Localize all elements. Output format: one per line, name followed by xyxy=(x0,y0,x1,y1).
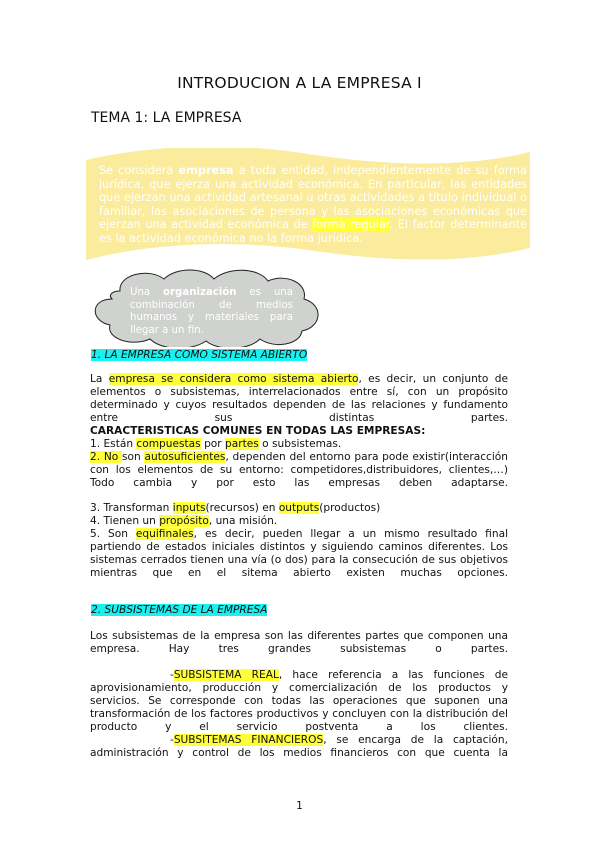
item1-text: 1. Están xyxy=(90,438,137,450)
item3-text-b: (recursos) en xyxy=(205,502,279,514)
item5-text-b: , es decir, pueden llegar a un mismo resultado final partiendo de estados iniciales distintos y siguiendo caminos diferentes. Los sistemas cerrados tienen una vía (o dos) para la consecución de sus objetivos mientras que en el sitema abierto existen muchas opciones. xyxy=(90,528,509,579)
item3-highlight-a: inputs xyxy=(172,502,206,514)
item4-text-b: , una misión. xyxy=(208,515,278,527)
banner-text-pre: Se considera xyxy=(99,164,179,177)
item4-highlight: propósito xyxy=(159,515,209,527)
fin-dash: - xyxy=(170,734,174,746)
item1-text-c: o subsistemas. xyxy=(258,438,342,450)
section-1-heading: 1. LA EMPRESA COMO SISTEMA ABIERTO xyxy=(91,349,308,361)
topic-heading: TEMA 1: LA EMPRESA xyxy=(91,110,242,126)
item1-text-b: por xyxy=(200,438,225,450)
item3-text-c: (productos) xyxy=(319,502,381,514)
definition-banner xyxy=(99,164,527,245)
section-2-intro: Los subsistemas de la empresa son las diferentes partes que componen una empresa. Hay tres grandes subsistemas o partes. xyxy=(90,630,508,655)
para-highlight: empresa se considera como sistema abierto xyxy=(108,373,359,385)
item1-highlight-a: compuestas xyxy=(136,438,201,450)
characteristics-heading: CARACTERISTICAS COMUNES EN TODAS LAS EMPRESAS: xyxy=(90,425,426,437)
item5-highlight: equifinales xyxy=(135,528,194,540)
characteristic-item-3 xyxy=(90,502,508,515)
cloud-keyword: organización xyxy=(163,287,237,298)
item2-highlight-b: autosuficientes xyxy=(144,451,226,463)
item3-text: 3. Transforman xyxy=(90,502,173,514)
para-pre: La xyxy=(90,373,109,385)
subsystem-financial-paragraph xyxy=(90,734,508,773)
item4-text: 4. Tienen un xyxy=(90,515,160,527)
item2-text: son xyxy=(122,451,145,463)
characteristic-item-5 xyxy=(90,528,508,593)
fin-highlight: SUBSITEMAS FINANCIEROS xyxy=(173,734,324,746)
item2-highlight-a: 2. No xyxy=(90,451,123,463)
document-title: INTRODUCION A LA EMPRESA I xyxy=(177,74,422,92)
banner-keyword: empresa xyxy=(178,164,234,177)
para-post: , es decir, un conjunto de elementos o subsistemas, interrelacionados entre sí, con un propósito determinado y cuyos resultados dependen de las relaciones y fundamento entre sus distintas partes. xyxy=(90,373,508,424)
item2-text-b: , dependen del entorno para pode existir(interacción con los elementos de su entorno: competidores,distribuidores, clientes,…) Todo cambia y por esto las empresas deben adaptarse. xyxy=(90,451,508,489)
fin-text: , se encarga de la captación, administración y control de los medios financieros con que cuenta la xyxy=(90,734,508,759)
real-text: , hace referencia a las funciones de aprovisionamiento, producción y comercialización de los productos y servicios. Se corresponde con todas las operaciones que suponen una transformación de los factores productivos y concluyen con la distribución del producto y el servicio postventa a los clientes. xyxy=(90,669,509,733)
page-number: 1 xyxy=(296,800,303,812)
item1-highlight-b: partes xyxy=(225,438,259,450)
characteristic-item-2 xyxy=(90,451,508,503)
real-highlight: SUBSISTEMA REAL xyxy=(173,669,279,681)
item5-text: 5. Son xyxy=(90,528,136,540)
banner-text-mid: a toda entidad, independientemente de su forma jurídica, que ejerza una actividad económica. En particular, las entidades que ejerzan una actividad artesanal u otras actividades a título individual o familiar, las asociaciones de persona y las asociaciones económicas que ejerzan una actividad económica de xyxy=(99,164,527,231)
real-dash: - xyxy=(170,669,174,681)
item3-highlight-b: outputs xyxy=(278,502,320,514)
banner-text-post: . El factor determinante es la actividad económica no la forma jurídica. xyxy=(99,218,528,245)
characteristic-item-4 xyxy=(90,515,508,528)
banner-highlight: forma regular xyxy=(312,218,390,231)
section-2-heading: 2. SUBSISTEMAS DE LA EMPRESA xyxy=(91,604,268,616)
characteristic-item-1 xyxy=(90,438,508,451)
organization-definition xyxy=(130,287,293,336)
cloud-text-post: es una combinación de medios humanos y materiales para llegar a un fin. xyxy=(130,287,293,336)
cloud-text-pre: Una xyxy=(130,287,164,298)
